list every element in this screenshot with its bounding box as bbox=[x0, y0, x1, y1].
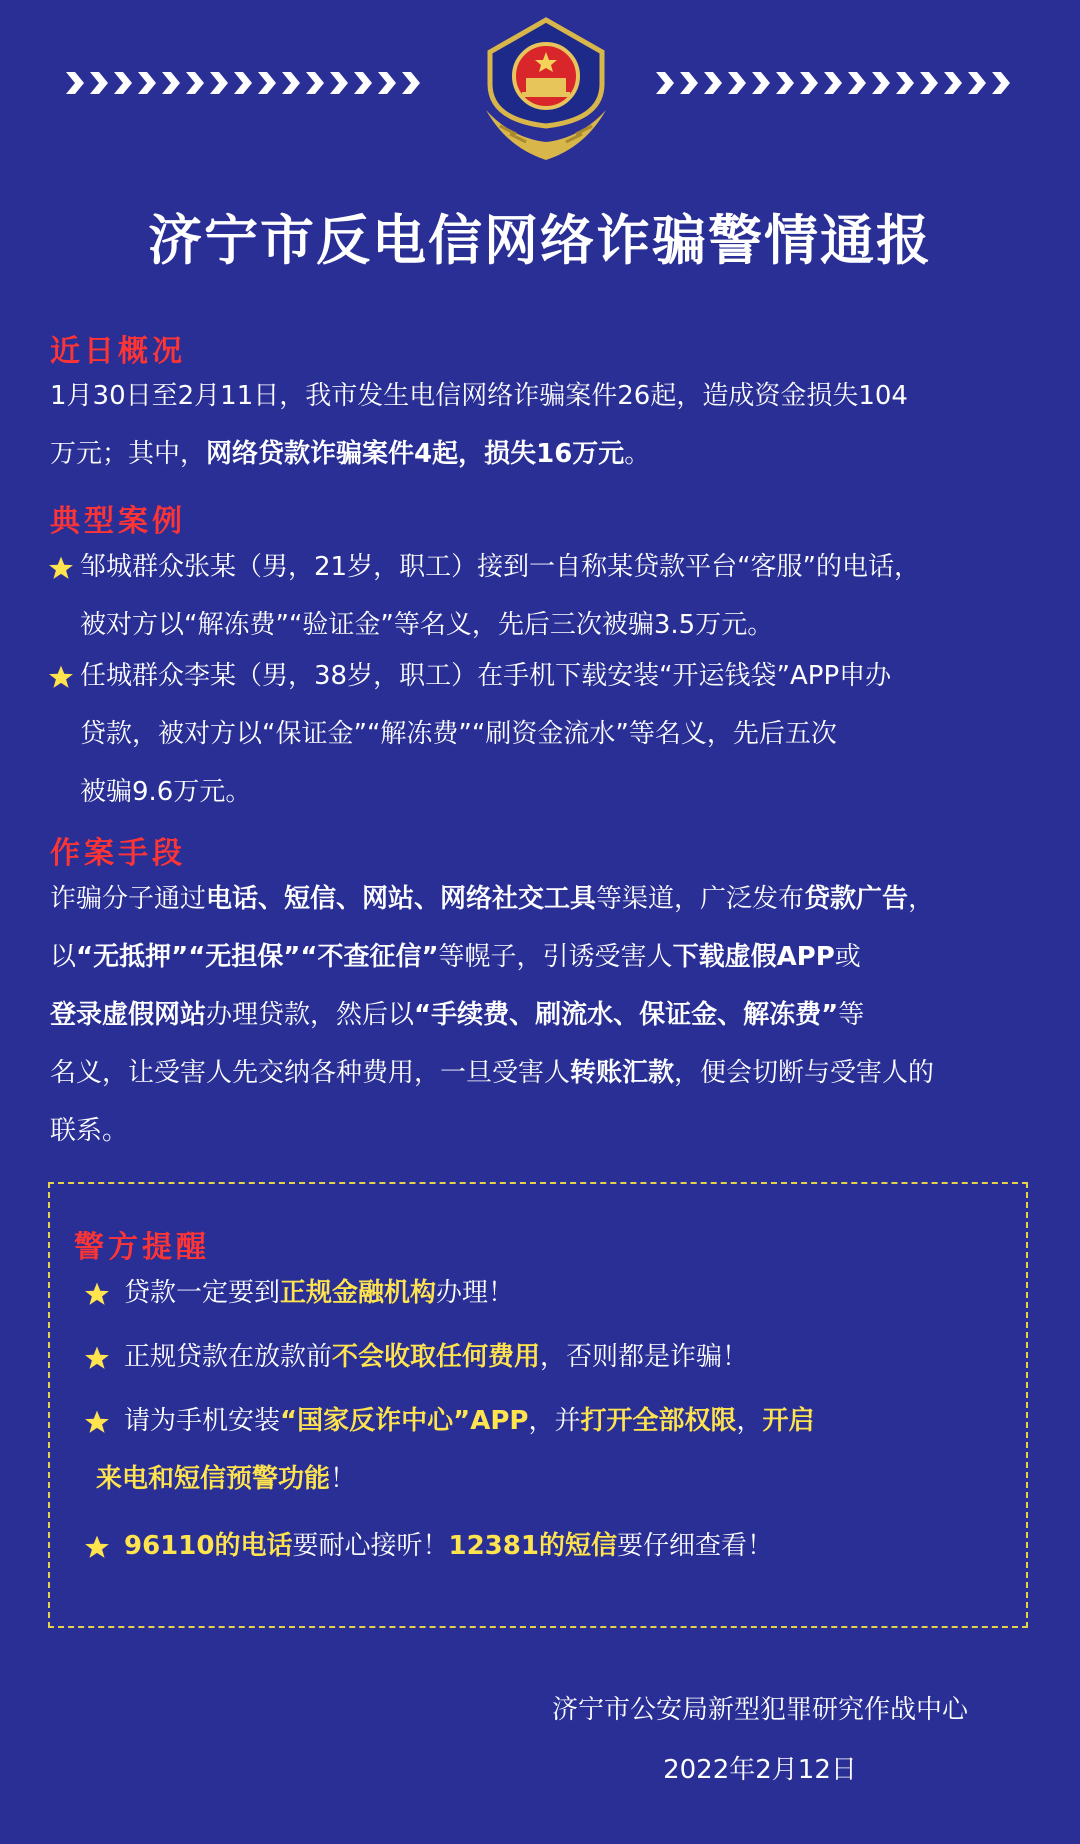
tip-text: 要仔细查看！ bbox=[616, 1531, 773, 1561]
chevron-right-icon bbox=[678, 70, 700, 96]
methods-text: 办理贷款，然后以 bbox=[206, 1000, 415, 1030]
methods-line-5: 联系。 bbox=[50, 1116, 129, 1146]
case-1-line-2: 被对方以“解冻费”“验证金”等名义，先后三次被骗3.5万元。 bbox=[80, 610, 774, 640]
chevron-right-icon bbox=[400, 70, 422, 96]
decorative-chevrons-left bbox=[64, 70, 422, 96]
chevron-right-icon bbox=[774, 70, 796, 96]
chevron-right-icon bbox=[136, 70, 158, 96]
methods-paragraph bbox=[50, 870, 1040, 1160]
tip-text: ，否则都是诈骗！ bbox=[540, 1342, 749, 1372]
star-icon bbox=[48, 555, 74, 581]
issuing-organization: 济宁市公安局新型犯罪研究作战中心 bbox=[551, 1695, 968, 1725]
cases-heading: 典型案例 bbox=[50, 504, 186, 539]
chevron-right-icon bbox=[846, 70, 868, 96]
methods-text: 等幌子，引诱受害人 bbox=[438, 942, 673, 972]
methods-text: ， bbox=[908, 884, 935, 914]
chevron-right-icon bbox=[894, 70, 916, 96]
alert-tip-3 bbox=[96, 1392, 1014, 1508]
chevron-right-icon bbox=[256, 70, 278, 96]
overview-emphasis: 网络贷款诈骗案件4起，损失16万元 bbox=[206, 439, 625, 469]
tip-highlight: 不会收取任何费用 bbox=[332, 1342, 541, 1372]
alert-tip-3-line-2 bbox=[96, 1450, 1014, 1508]
tip-highlight: 打开全部权限 bbox=[580, 1406, 737, 1436]
star-icon bbox=[84, 1534, 110, 1560]
alert-tip-1 bbox=[124, 1264, 1014, 1322]
star-icon bbox=[84, 1281, 110, 1307]
chevron-right-icon bbox=[726, 70, 748, 96]
chevron-right-icon bbox=[942, 70, 964, 96]
chevron-right-icon bbox=[304, 70, 326, 96]
overview-text-end: 。 bbox=[624, 439, 651, 469]
tip-highlight: 96110的电话 bbox=[124, 1531, 293, 1561]
tip-text: 贷款一定要到 bbox=[124, 1278, 281, 1308]
chevron-right-icon bbox=[64, 70, 86, 96]
chevron-right-icon bbox=[918, 70, 940, 96]
tip-text: ，并 bbox=[528, 1406, 581, 1436]
chevron-right-icon bbox=[112, 70, 134, 96]
methods-line-4 bbox=[50, 1044, 1040, 1102]
tip-text: ， bbox=[736, 1406, 763, 1436]
chevron-right-icon bbox=[990, 70, 1012, 96]
decorative-chevrons-right bbox=[654, 70, 1012, 96]
overview-paragraph bbox=[50, 367, 1040, 483]
alert-heading: 警方提醒 bbox=[74, 1230, 210, 1265]
methods-text: 等渠道，广泛发布 bbox=[596, 884, 805, 914]
methods-heading: 作案手段 bbox=[50, 836, 186, 871]
methods-text: 诈骗分子通过 bbox=[50, 884, 207, 914]
methods-line-1 bbox=[50, 870, 1040, 928]
chevron-right-icon bbox=[822, 70, 844, 96]
methods-emphasis: “手续费、刷流水、保证金、解冻费” bbox=[414, 1000, 839, 1030]
methods-text: 或 bbox=[834, 942, 861, 972]
chevron-right-icon bbox=[88, 70, 110, 96]
tip-text: 正规贷款在放款前 bbox=[124, 1342, 333, 1372]
methods-text: 以 bbox=[50, 942, 77, 972]
tip-text: 要耐心接听！ bbox=[292, 1531, 449, 1561]
methods-text: ，便会切断与受害人的 bbox=[674, 1058, 935, 1088]
chevron-right-icon bbox=[870, 70, 892, 96]
methods-emphasis: 贷款广告 bbox=[804, 884, 909, 914]
overview-text: 万元；其中， bbox=[50, 439, 207, 469]
methods-line-2 bbox=[50, 928, 1040, 986]
methods-emphasis: 下载虚假APP bbox=[672, 942, 835, 972]
tip-highlight: 来电和短信预警功能 bbox=[96, 1464, 331, 1494]
tip-highlight: “国家反诈中心”APP bbox=[280, 1406, 529, 1436]
methods-emphasis: 转账汇款 bbox=[570, 1058, 675, 1088]
page-title: 济宁市反电信网络诈骗警情通报 bbox=[148, 209, 932, 272]
methods-emphasis: “无抵押”“无担保”“不查征信” bbox=[76, 942, 439, 972]
police-emblem-icon bbox=[476, 14, 616, 164]
chevron-right-icon bbox=[798, 70, 820, 96]
chevron-right-icon bbox=[966, 70, 988, 96]
chevron-right-icon bbox=[328, 70, 350, 96]
case-2-line-2: 贷款，被对方以“保证金”“解冻费”“刷资金流水”等名义，先后五次 bbox=[80, 719, 837, 749]
case-2 bbox=[80, 647, 1040, 821]
methods-emphasis: 登录虚假网站 bbox=[50, 1000, 207, 1030]
tip-text: 办理！ bbox=[436, 1278, 515, 1308]
chevron-right-icon bbox=[352, 70, 374, 96]
chevron-right-icon bbox=[280, 70, 302, 96]
case-2-line-1: 任城群众李某（男，38岁，职工）在手机下载安装“开运钱袋”APP申办 bbox=[80, 661, 892, 691]
overview-line-2 bbox=[50, 425, 1040, 483]
issue-date: 2022年2月12日 bbox=[663, 1755, 857, 1785]
methods-emphasis: 电话、短信、网站、网络社交工具 bbox=[206, 884, 597, 914]
overview-line-1: 1月30日至2月11日，我市发生电信网络诈骗案件26起，造成资金损失104 bbox=[50, 381, 908, 411]
chevron-right-icon bbox=[702, 70, 724, 96]
overview-heading: 近日概况 bbox=[50, 334, 186, 369]
chevron-right-icon bbox=[376, 70, 398, 96]
chevron-right-icon bbox=[184, 70, 206, 96]
case-1-line-1: 邹城群众张某（男，21岁，职工）接到一自称某贷款平台“客服”的电话， bbox=[80, 552, 921, 582]
chevron-right-icon bbox=[160, 70, 182, 96]
tip-text: 请为手机安装 bbox=[124, 1406, 281, 1436]
tip-highlight: 12381的短信 bbox=[448, 1531, 617, 1561]
chevron-right-icon bbox=[750, 70, 772, 96]
alert-tip-2 bbox=[124, 1328, 1014, 1386]
chevron-right-icon bbox=[232, 70, 254, 96]
case-2-line-3: 被骗9.6万元。 bbox=[80, 777, 252, 807]
chevron-right-icon bbox=[654, 70, 676, 96]
tip-text: ！ bbox=[330, 1464, 357, 1494]
alert-tip-4 bbox=[124, 1517, 1014, 1575]
tip-highlight: 开启 bbox=[762, 1406, 815, 1436]
star-icon bbox=[84, 1345, 110, 1371]
methods-line-3 bbox=[50, 986, 1040, 1044]
tip-highlight: 正规金融机构 bbox=[280, 1278, 437, 1308]
star-icon bbox=[84, 1409, 110, 1435]
methods-text: 名义，让受害人先交纳各种费用，一旦受害人 bbox=[50, 1058, 571, 1088]
case-1 bbox=[80, 538, 1040, 654]
chevron-right-icon bbox=[208, 70, 230, 96]
alert-tip-3-line-1 bbox=[124, 1392, 1014, 1450]
methods-text: 等 bbox=[838, 1000, 865, 1030]
star-icon bbox=[48, 664, 74, 690]
